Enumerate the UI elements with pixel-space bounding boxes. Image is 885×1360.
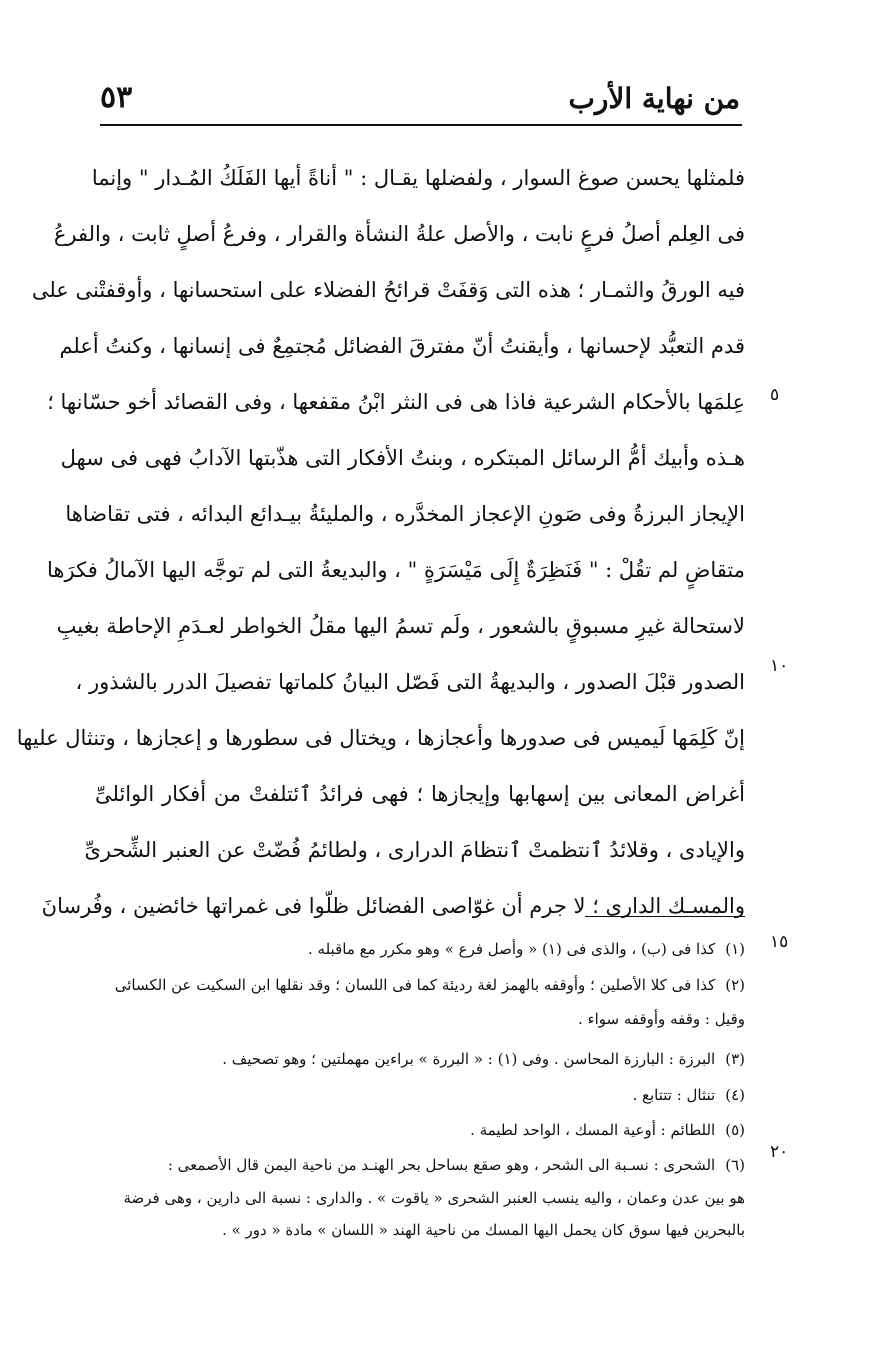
text-line: فى العِلم أصلُ فرعٍ نابت ، والأصل علةُ النشأة والقرار ، وفرعُ أصلٍ ثابت ، والفرعُ bbox=[53, 222, 745, 246]
footnote-text: بالبحرين فيها سوق كان يحمل اليها المسك من ناحية الهند « اللسان » مادة « دور » . bbox=[222, 1221, 745, 1239]
footnote-mark: (٢) bbox=[725, 976, 745, 994]
line-number-20: ٢٠ bbox=[770, 1142, 789, 1162]
footnotes bbox=[95, 930, 745, 1246]
text-line: فلمثلها يحسن صوغ السوار ، ولفضلها يقـال : " أناةً أيها الفَلَكُ المُـدار " وإنما bbox=[91, 166, 745, 190]
running-title: من نهاية الأرب bbox=[568, 82, 740, 115]
line-number-15: ١٥ bbox=[770, 932, 789, 952]
footnote-text: وقيل : وقفه وأوقفه سواء . bbox=[578, 1010, 745, 1028]
text-line: الصدور قبْلَ الصدور ، والبديهةُ التى فَصّل البيانُ كلماتها تفصيلَ الدرر بالشذور ، bbox=[75, 670, 745, 694]
page-header bbox=[100, 78, 740, 124]
line-number-10: ١٠ bbox=[770, 656, 789, 676]
text-line: والإيادى ، وقلائدُ ٱنتظمتْ ٱنتظامَ الدرارى ، ولطائمُ فُضّتْ عن العنبر الشِّحرىِّ bbox=[84, 838, 745, 862]
header-rule bbox=[100, 124, 742, 126]
footnote-continuation bbox=[95, 1002, 745, 1040]
footnote-text: البرزة : البارزة المحاسن . وفى (١) : « البررة » براءين مهملتين ؛ وهو تصحيف . bbox=[222, 1050, 716, 1068]
footnote bbox=[95, 1078, 745, 1112]
footnote-text: كذا فى كلا الأصلين ؛ وأوقفه بالهمز لغة رديئة كما فى اللسان ؛ وقد نقلها ابن السكيت عن الكسائى bbox=[114, 976, 716, 994]
footnote bbox=[95, 1040, 745, 1078]
page-number: ٥٣ bbox=[100, 80, 133, 115]
footnote-text: هو بين عدن وعمان ، واليه ينسب العنبر الشحرى « ياقوت » . والدارى : نسبة الى دارين ، وهى فرضة bbox=[123, 1189, 745, 1207]
footnote bbox=[95, 930, 745, 968]
footnote-text: كذا فى (ب) ، والذى فى (١) « وأصل فرع » وهو مكرر مع ماقبله . bbox=[308, 940, 716, 958]
text-line: الإيجاز البرزةُ وفى صَونِ الإعجاز المخدَّره ، والمليئةُ بيـدائع البدائه ، فتى تقاضاها bbox=[65, 502, 745, 526]
footnote-text: اللطائم : أوعية المسك ، الواحد لطيمة . bbox=[470, 1121, 716, 1139]
footnote-mark: (٤) bbox=[725, 1086, 745, 1104]
text-line: والمسـك الدارى ؛ لا جرم أن غوّاصى الفضائل ظلّوا فى غمراتها خائضين ، وفُرسانَ bbox=[41, 894, 745, 918]
footnote-mark: (٥) bbox=[725, 1121, 745, 1139]
main-text bbox=[16, 150, 745, 934]
text-line: لاستحالة غيرِ مسبوقٍ بالشعور ، ولَم تسمُ اليها مقلُ الخواطر لعـدَمِ الإحاطة بغيبِ bbox=[56, 614, 745, 638]
text-line: إنّ كَلِمَها لَيميس فى صدورها وأعجازها ، ويختال فى سطورها و إعجازها ، وتنثال عليها bbox=[16, 726, 745, 750]
text-line: عِلمَها بالأحكام الشرعية فاذا هى فى النثر ابْنُ مقفعها ، وفى القصائد أخو حسّانها ؛ bbox=[47, 390, 745, 414]
footnote bbox=[95, 968, 745, 1002]
text-line: فيه الورقُ والثمـار ؛ هذه التى وَقفَتْ قرائحُ الفضلاء على استحسانها ، وأوقفتْنى على bbox=[31, 278, 745, 302]
text-line: أغراض المعانى بين إسهابها وإيجازها ؛ فهى فرائدُ ٱئتلفتْ من أفكار الوائلىِّ bbox=[95, 782, 745, 806]
footnote-continuation bbox=[95, 1182, 745, 1214]
footnote-continuation bbox=[95, 1214, 745, 1246]
footnote bbox=[95, 1112, 745, 1148]
text-line: قدم التعبُّد لإحسانها ، وأيقنتُ أنّ مفترقَ الفضائل مُجتمِعٌ فى إنسانها ، وكنتُ أعلم bbox=[59, 334, 745, 358]
line-number-5: ٥ bbox=[770, 385, 780, 405]
footnote-text: تنثال : تتتابع . bbox=[632, 1086, 716, 1104]
footnote-mark: (١) bbox=[725, 940, 745, 958]
footnote-mark: (٣) bbox=[725, 1050, 745, 1068]
footnote-text: الشحرى : نسـبة الى الشحر ، وهو صقع بساحل بحر الهنـد من ناحية اليمن قال الأصمعى : bbox=[167, 1156, 716, 1174]
text-line: هـذه وأبيك أمُّ الرسائل المبتكره ، وبنتُ الأفكار التى هذّبتها الآدابُ فهى فى سهل bbox=[60, 446, 745, 470]
footnote-rule bbox=[585, 916, 745, 917]
footnote-mark: (٦) bbox=[725, 1156, 745, 1174]
footnote bbox=[95, 1148, 745, 1182]
text-line: متقاضٍ لم تقُلْ : " فَنَظِرَةٌ إِلَى مَيْسَرَةٍ " ، والبديعةُ التى لم توجَّه اليها الآمالُ فكرَها bbox=[47, 558, 745, 582]
